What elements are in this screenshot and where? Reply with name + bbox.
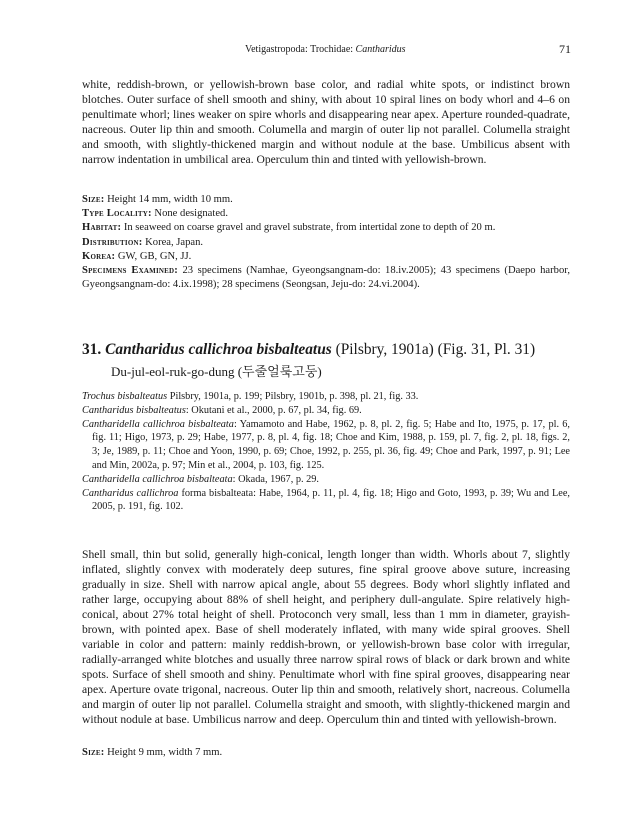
synonym-refs: : Yamamoto and Habe, 1962, p. 8, pl. 2, fig. 5; Habe and Ito, 1975, p. 17, pl. 6, fig. 11; Higo, 1973, p. 29; Habe, 1977, p. 8, pl. 4, fig. 18; Choe and Kim, 1988, p. 159, pl. 7, fig. 2, pl. 18, figs. 2, 3; Je, 1989, p. 11; Choe and Yoon, 1990, p. 69; Choe, 1992, p. 255, pl. 36, fig. 49; Choe and Park, 1997, p. 91; Lee and Min, 2002a, p. 97; Min et al., 2004, p. 103, fig. 125. xyxy=(92,418,570,471)
field-value: None designated. xyxy=(151,208,228,220)
page-number: 71 xyxy=(559,42,571,56)
synonym-refs: Pilsbry, 1901a, p. 199; Pilsbry, 1901b, p. 398, pl. 21, fig. 33. xyxy=(167,391,419,402)
field-size xyxy=(82,193,570,207)
field-type-locality xyxy=(82,207,570,221)
field-habitat xyxy=(82,221,570,235)
intro-block xyxy=(82,77,570,167)
field-value: Height 14 mm, width 10 mm. xyxy=(104,194,233,205)
field-key: Habitat: xyxy=(82,222,122,234)
synonym-taxon: Cantharidus bisbalteatus xyxy=(82,404,186,416)
field-value: 23 specimens (Namhae, Gyeongsangnam-do: 18.iv.2005); 43 specimens (Daepo harbor, Gyeongsangnam-do: 4.ix.1998); 28 specimens (Seongsan, Jeju-do: 24.vi.2004). xyxy=(82,265,570,291)
species-heading xyxy=(82,341,582,359)
field-value: Height 9 mm, width 7 mm. xyxy=(104,747,223,758)
field-value: GW, GB, GN, JJ. xyxy=(115,250,192,262)
field-korea xyxy=(82,250,570,264)
species-number: 31. xyxy=(82,341,102,358)
field-value: Korea, Japan. xyxy=(142,236,204,248)
field-key: Size: xyxy=(82,194,105,205)
synonym-entry xyxy=(82,418,570,473)
synonym-taxon: Trochus bisbalteatus xyxy=(82,391,168,402)
description-block xyxy=(82,547,570,727)
synonym-taxon: Cantharidella callichroa bisbalteata xyxy=(82,418,234,430)
running-head-genus: Cantharidus xyxy=(355,44,406,55)
synonym-entry xyxy=(82,487,570,515)
synonym-entry xyxy=(82,473,570,487)
species-common-name: Du-jul-eol-ruk-go-dung (두줄얼룩고둥) xyxy=(111,364,322,379)
synonym-taxon: Cantharidella callichroa bisbalteata xyxy=(82,473,233,485)
description-paragraph: Shell small, thin but solid, generally high-conical, length longer than width. Whorls about 7, slightly inflated, slightly convex with moderately deep sutures, fine spiral groove above suture, increasing gradually in size. Shell with narrow apical angle, about 55 degrees. Body whorl slightly inflated and rather large, occupying about 88% of shell height, and periphery dull-angulate. Spire relatively high-conical, about 27% total height of shell. Protoconch very small, less than 1 mm in diameter, grayish-brown, with pointed apex. Base of shell moderately inflated, with many wide spiral grooves. Shell variable in color and pattern: mainly reddish-brown, or yellowish-brown base color with irregular, radially-arranged white blotches and usually three narrow spiral rows of black or dark brown and white spots. Surface of shell smooth and shiny. Penultimate whorl with fine spiral grooves, disappearing near apex. Aperture ovate trigonal, nacreous. Outer lip thin and smooth, relatively short, nacreous. Columella and margin of outer lip not parallel. Columella straight and smooth, with slightly-thickened margin and without nodule at base. Umbilicus narrow and deep. Operculum thin and tinted with yellowish-brown. xyxy=(82,548,570,726)
synonym-refs: : Okutani et al., 2000, p. 67, pl. 34, fig. 69. xyxy=(185,404,362,416)
field-distribution xyxy=(82,236,570,250)
synonym-entry xyxy=(82,390,570,404)
synonymy-list xyxy=(82,390,570,514)
synonym-refs: : Okada, 1967, p. 29. xyxy=(232,473,320,485)
field-value: In seaweed on coarse gravel and gravel substrate, from intertidal zone to depth of 20 m. xyxy=(121,222,496,234)
field-size xyxy=(82,746,570,760)
species-name: Cantharidus callichroa bisbalteatus xyxy=(105,341,332,358)
intro-paragraph: white, reddish-brown, or yellowish-brown base color, and radial white spots, or indistinct brown blotches. Outer surface of shell smooth and shiny, with about 10 spiral lines on body whorl and 4–6 on penultimate whorl; lines weaker on spire whorls and disappearing near apex. Aperture rounded-quadrate, nacreous. Outer lip thin and smooth. Columella and margin of outer lip not parallel. Columella straight and smooth, with slightly-thickened margin and without nodule at the base. Umbilicus absent with narrow indentation in umbilical area. Operculum thin and tinted with yellowish-brown. xyxy=(82,78,570,166)
fields-top xyxy=(82,193,570,292)
field-key: Distribution: xyxy=(82,236,143,248)
running-head-section: Vetigastropoda: Trochidae: xyxy=(245,44,356,55)
synonym-refs: forma bisbalteata: Habe, 1964, p. 11, pl. 4, fig. 18; Higo and Goto, 1993, p. 39; Wu and Lee, 2005, p. 191, fig. 102. xyxy=(92,487,571,513)
field-key: Korea: xyxy=(82,250,116,262)
synonym-entry xyxy=(82,404,570,418)
fields-bottom xyxy=(82,746,570,760)
field-key: Size: xyxy=(82,747,105,758)
species-authority: (Pilsbry, 1901a) (Fig. 31, Pl. 31) xyxy=(331,341,536,358)
synonym-taxon: Cantharidus callichroa xyxy=(82,487,179,499)
running-head xyxy=(245,44,406,55)
field-key: Specimens Examined: xyxy=(82,265,178,277)
field-specimens-examined xyxy=(82,264,570,292)
field-key: Type Locality: xyxy=(82,208,152,220)
